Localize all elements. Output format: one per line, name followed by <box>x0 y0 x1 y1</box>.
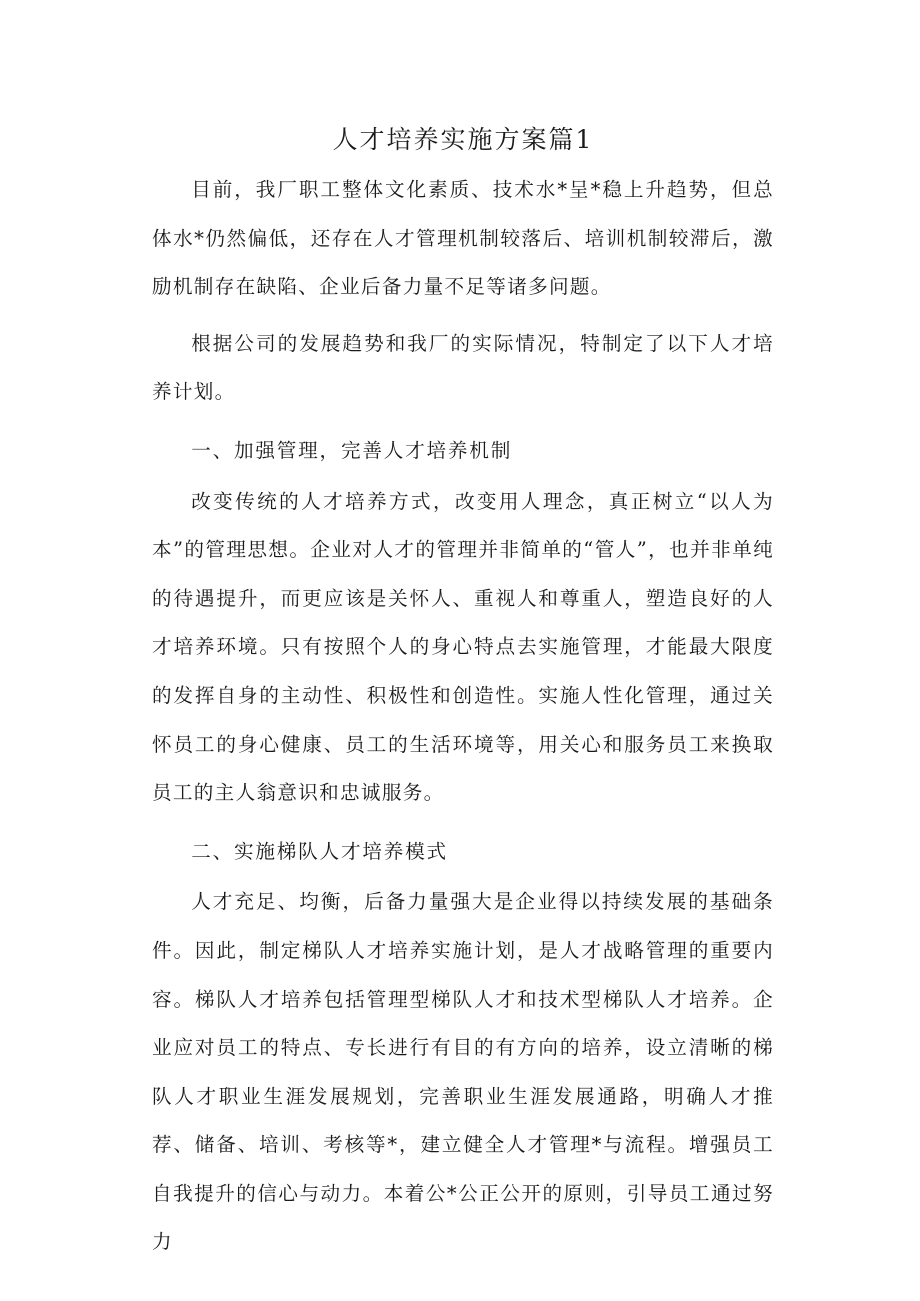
spacer <box>152 818 774 826</box>
section-2-heading: 二、实施梯队人才培养模式 <box>191 839 448 863</box>
spacer <box>152 417 774 425</box>
section-2-body: 人才充足、均衡，后备力量强大是企业得以持续发展的基础条件。因此，制定梯队人才培养实施计划，是人才战略管理的重要内容。梯队人才培养包括管理型梯队人才和技术型梯队人才培养。企业应对员工的特点、专长进行有目的有方向的培养，设立清晰的梯队人才职业生涯发展规划，完善职业生涯发展通路，明确人才推荐、储备、培训、考核等*，建立健全人才管理*与流程。增强员工自我提升的信心与动力。本着公*公正公开的原则，引导员工通过努力 <box>152 890 774 1254</box>
intro-paragraph-2: 根据公司的发展趋势和我厂的实际情况，特制定了以下人才培养计划。 <box>152 331 774 404</box>
section-1-body: 改变传统的人才培养方式，改变用人理念，真正树立“以人为本”的管理思想。企业对人才的管理并非简单的“管人”，也并非单纯的待遇提升，而更应该是关怀人、重视人和尊重人，塑造良好的人才培养环境。只有按照个人的身心特点去实施管理，才能最大限度的发挥自身的主动性、积极性和创造性。实施人性化管理，通过关怀员工的身心健康、员工的生活环境等，用关心和服务员工来换取员工的主人翁意识和忠诚服务。 <box>152 489 774 805</box>
section-1-heading: 一、加强管理，完善人才培养机制 <box>191 438 513 462</box>
document-page <box>152 118 774 1267</box>
intro-paragraph-1: 目前，我厂职工整体文化素质、技术水*呈*稳上升趋势，但总体水*仍然偏低，还存在人才管理机制较落后、培训机制较滞后，激励机制存在缺陷、企业后备力量不足等诸多问题。 <box>152 178 774 299</box>
document-title: 人才培养实施方案篇1 <box>332 125 594 154</box>
spacer <box>152 312 774 320</box>
